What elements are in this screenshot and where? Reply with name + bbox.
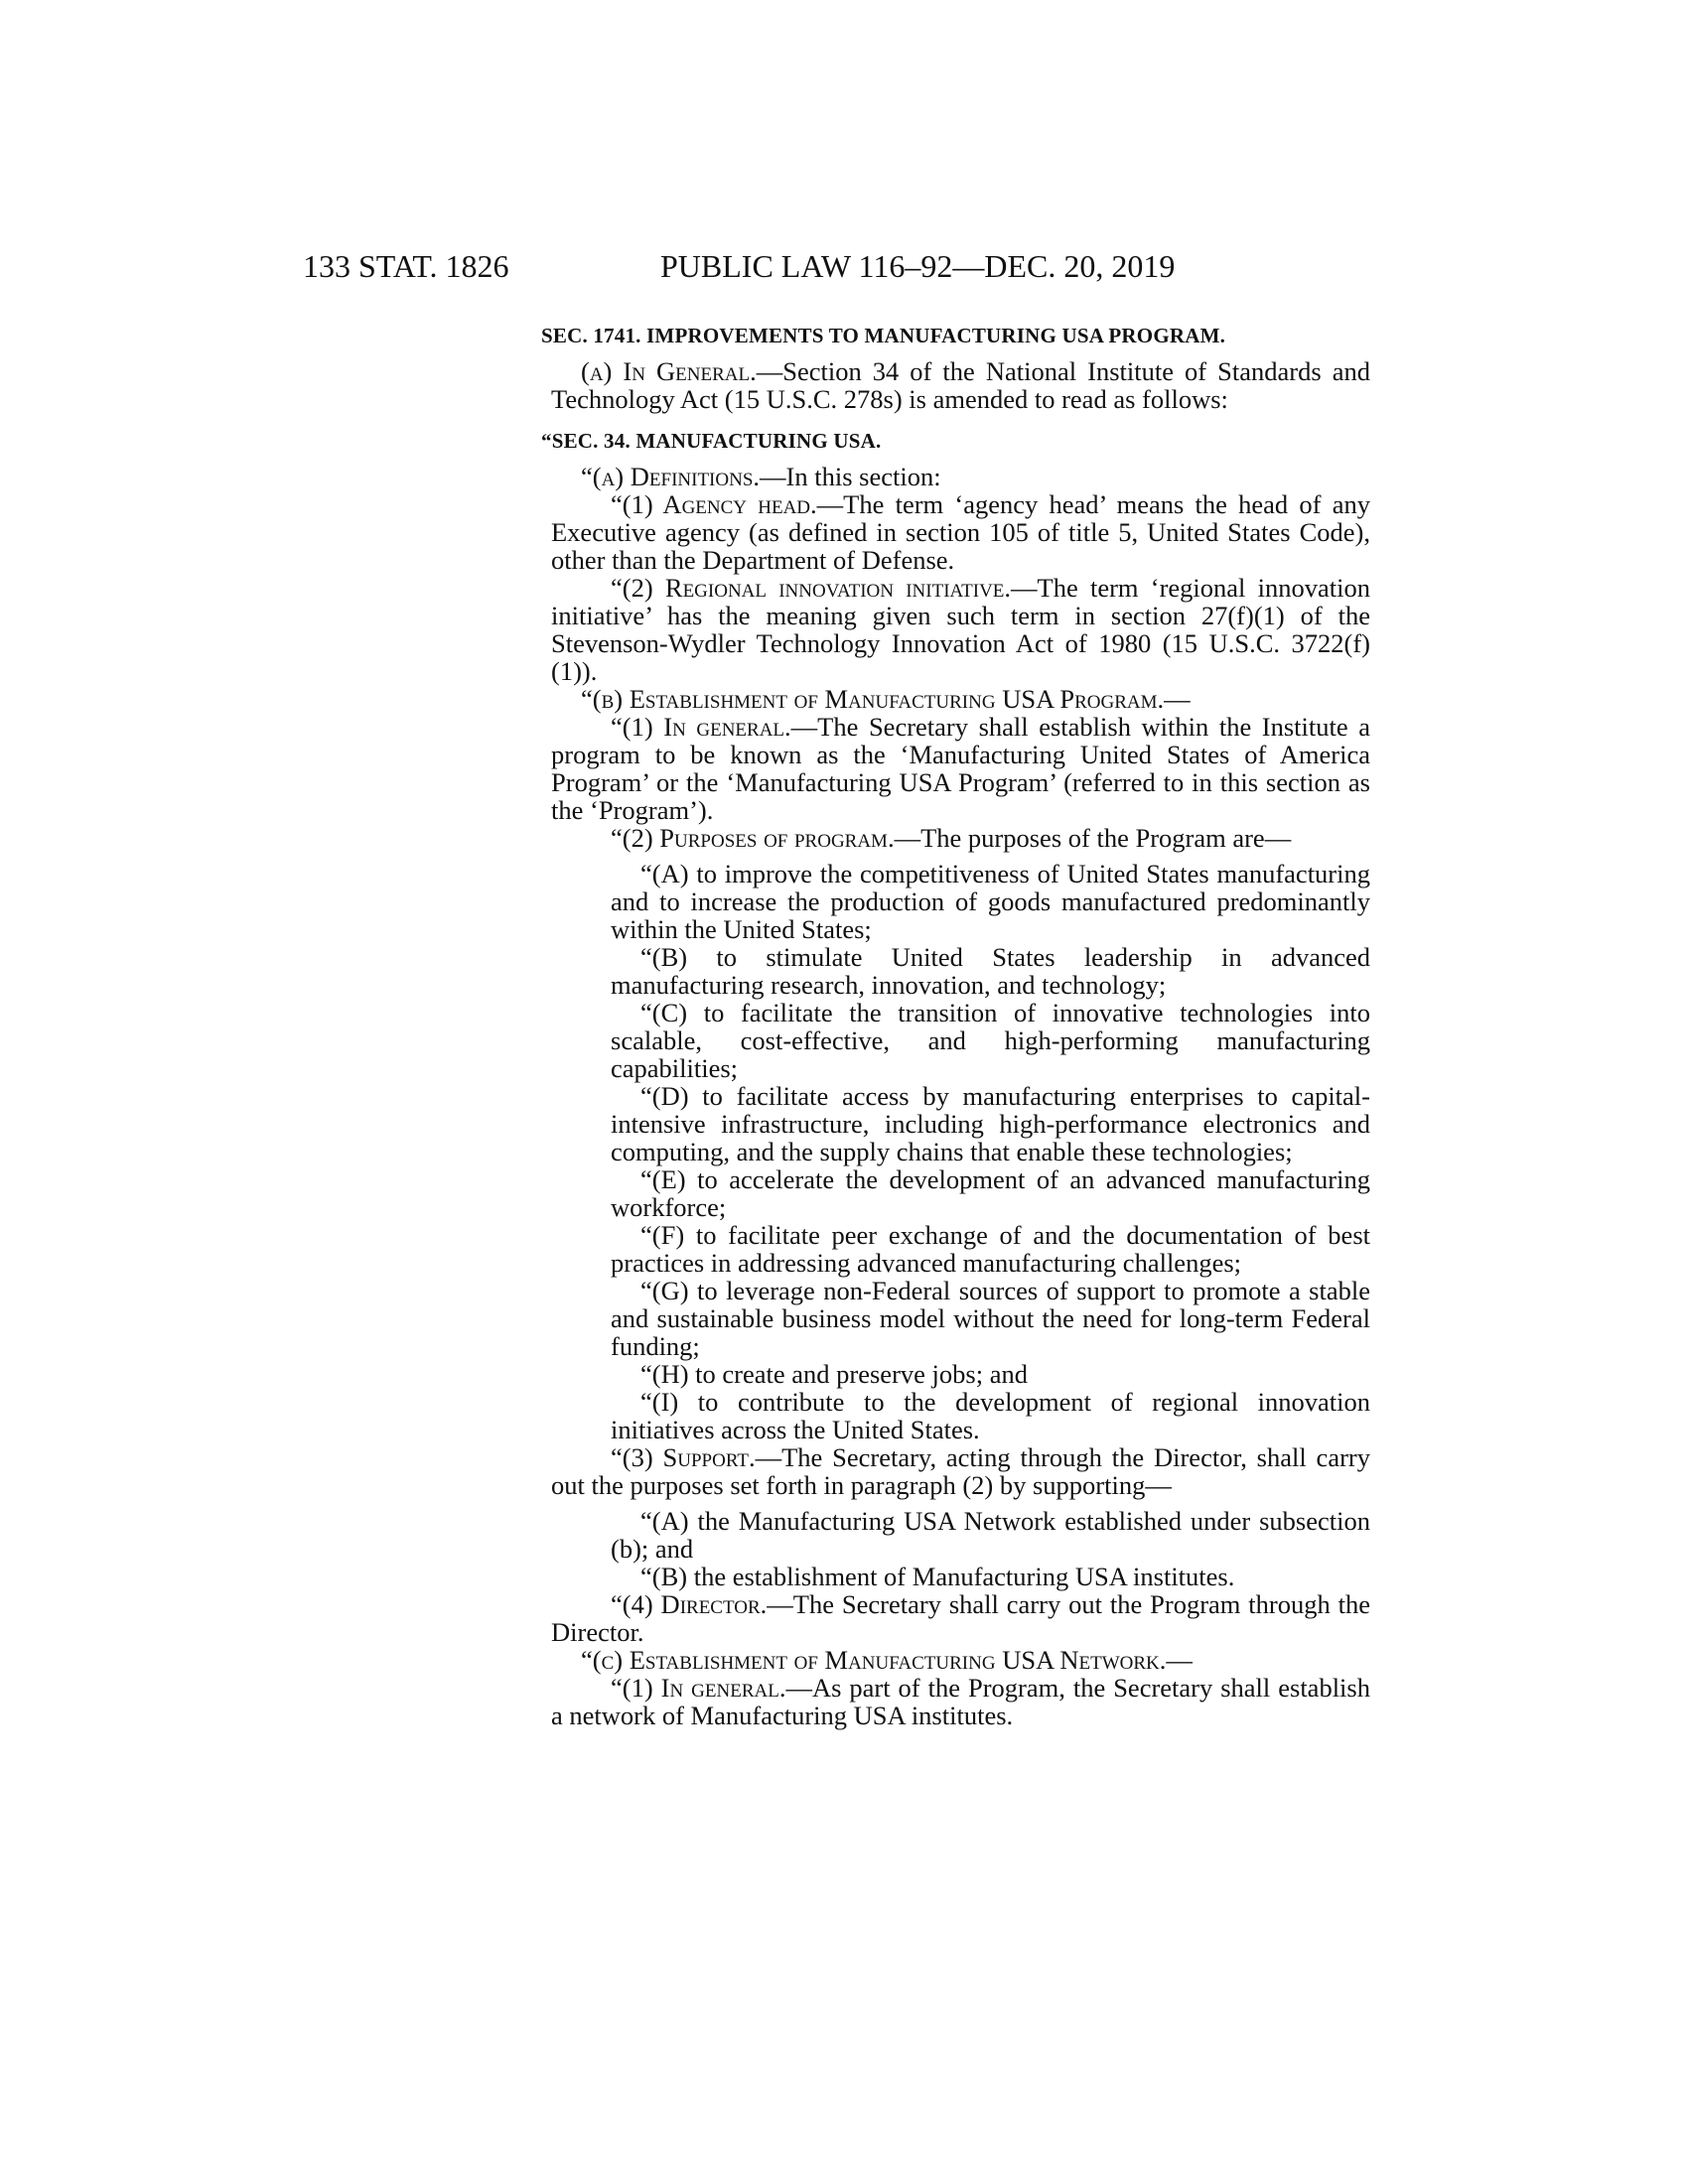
paragraph-purposes [551,824,1370,852]
stat-page-number: 133 STAT. 1826 [303,248,509,284]
paragraph-establishment-program [551,685,1370,713]
inner-section-heading: “SEC. 34. MANUFACTURING USA. [541,429,882,453]
paragraph-regional-innovation [551,574,1370,685]
purpose-item-f: “(F) to facilitate peer exchange of and the documentation of best practices in addressing advanced manufacturing challenges; [611,1220,1370,1278]
purpose-item-h: “(H) to create and preserve jobs; and [640,1359,1028,1389]
paragraph-label: “(2) Purposes of program. [611,823,895,853]
paragraph-label: “(1) In general. [611,1673,786,1703]
paragraph-label: “(3) Support. [611,1442,756,1472]
paragraph-text: —The term ‘agency head’ means the head of any Executive agency (as defined in section 105 of title 5, United States Code), other than the Department of Defense. [551,489,1370,575]
paragraph-text: —The Secretary, acting through the Director, shall carry out the purposes set forth in paragraph (2) by supporting— [551,1442,1370,1500]
paragraph-director [551,1590,1370,1646]
paragraph-label: “(b) Establishment of Manufacturing USA Program. [581,684,1165,714]
paragraph-text: —The purposes of the Program are— [894,823,1292,853]
paragraph-text: —The term ‘regional innovation initiative’ has the meaning given such term in section 27(f)(1) of the Stevenson-Wydler Technology Innovation Act of 1980 (15 U.S.C. 3722(f)(1)). [551,573,1370,686]
paragraph-label: “(c) Establishment of Manufacturing USA Network. [581,1645,1167,1675]
paragraph-label: “(a) Definitions. [581,462,761,491]
paragraph-text: —As part of the Program, the Secretary shall establish a network of Manufacturing USA institutes. [551,1673,1370,1730]
page-header [303,248,1370,292]
document-body [541,322,1371,1730]
paragraph-label: (a) In General. [581,356,757,386]
paragraph-network-in-general [551,1674,1370,1729]
paragraph-program-in-general [551,713,1370,824]
paragraph-establishment-network [551,1646,1370,1674]
support-item-a: “(A) the Manufacturing USA Network established under subsection (b); and [611,1506,1370,1564]
paragraph-text: —The Secretary shall carry out the Program through the Director. [551,1589,1371,1647]
paragraph-text: — [1166,1645,1193,1675]
purpose-item-e: “(E) to accelerate the development of an advanced manufacturing workforce; [611,1164,1370,1222]
paragraph-text: —In this section: [760,462,941,491]
purpose-item-c: “(C) to facilitate the transition of innovative technologies into scalable, cost-effective, and high-performing manufacturing capabilities; [611,998,1370,1083]
paragraph-text: — [1164,684,1191,714]
purpose-item-a: “(A) to improve the competitiveness of United States manufacturing and to increase the production of goods manufactured predominantly within the United States; [611,859,1370,944]
paragraph-text: —Section 34 of the National Institute of Standards and Technology Act (15 U.S.C. 278s) is amended to read as follows: [551,356,1370,414]
paragraph-label: “(1) In general. [611,712,791,742]
purpose-item-d: “(D) to facilitate access by manufacturing enterprises to capital-intensive infrastructure, including high-performance electronics and computing, and the supply chains that enable these technologies; [611,1081,1370,1166]
paragraph-label: “(1) Agency head. [611,489,817,519]
purpose-item-b: “(B) to stimulate United States leadership in advanced manufacturing research, innovation, and technology; [611,942,1370,1000]
public-law-title: PUBLIC LAW 116–92—DEC. 20, 2019 [660,248,1176,284]
subsection-a-in-general [551,357,1370,413]
paragraph-support [551,1443,1370,1499]
support-item-b: “(B) the establishment of Manufacturing USA institutes. [640,1562,1235,1591]
paragraph-definitions [551,463,1370,490]
section-heading: SEC. 1741. IMPROVEMENTS TO MANUFACTURING USA PROGRAM. [541,324,1226,347]
paragraph-label: “(2) Regional innovation initiative. [611,573,1012,603]
purpose-item-i: “(I) to contribute to the development of regional innovation initiatives across the United States. [611,1387,1370,1444]
purpose-item-g: “(G) to leverage non-Federal sources of support to promote a stable and sustainable business model without the need for long-term Federal funding; [611,1276,1370,1361]
paragraph-agency-head [551,490,1370,574]
paragraph-text: —The Secretary shall establish within the Institute a program to be known as the ‘Manufacturing United States of America Program’ or the ‘Manufacturing USA Program’ (referred to in this section as the ‘Program’). [551,712,1370,825]
paragraph-label: “(4) Director. [611,1589,768,1619]
